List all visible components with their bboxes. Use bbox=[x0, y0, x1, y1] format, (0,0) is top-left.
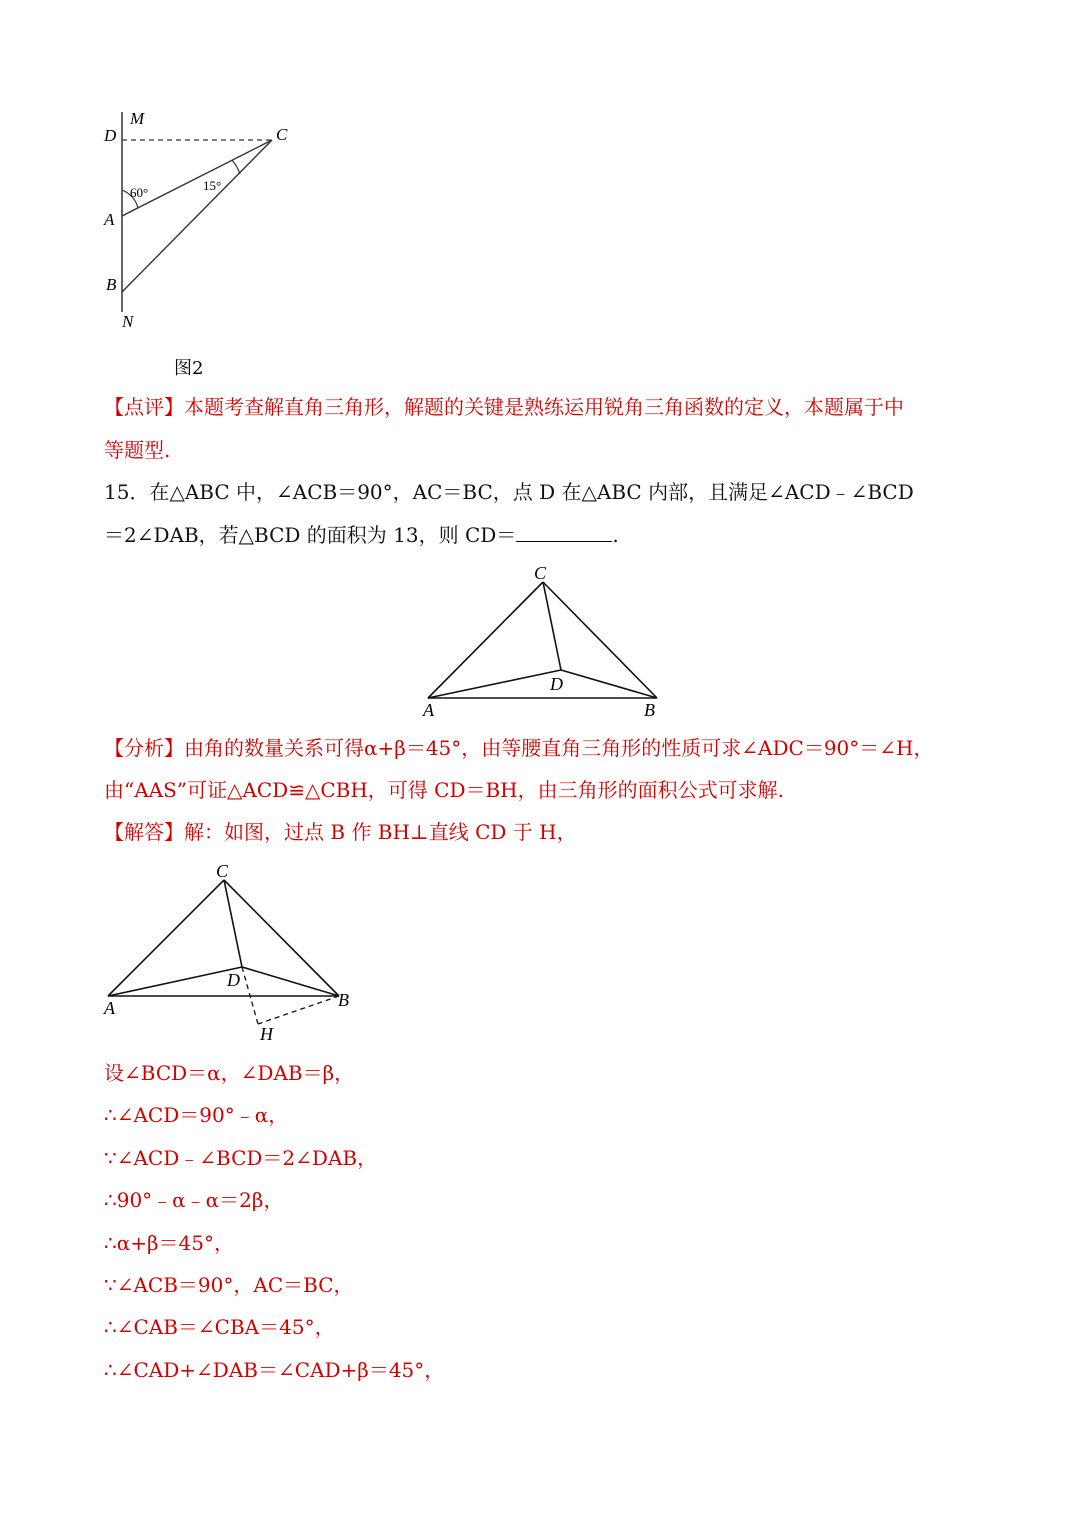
segment-cd bbox=[224, 880, 242, 967]
analysis-line-2: 由“AAS”可证△ACD≌△CBH，可得 CD＝BH，由三角形的面积公式可求解. bbox=[104, 778, 784, 802]
step-line: ∴∠CAD+∠DAB＝∠CAD+β＝45°， bbox=[104, 1358, 445, 1382]
label-h: H bbox=[260, 1024, 273, 1044]
step-line: ∴α+β＝45°， bbox=[104, 1231, 234, 1255]
label-d: D bbox=[227, 970, 240, 990]
step-line: ∵∠ACB＝90°，AC＝BC， bbox=[104, 1273, 354, 1297]
problem-15-period: . bbox=[612, 523, 619, 547]
label-d: D bbox=[550, 674, 563, 694]
label-b: B bbox=[644, 700, 655, 720]
label-m: M bbox=[130, 109, 145, 128]
segment-ad bbox=[108, 967, 242, 996]
step-line: 设∠BCD＝α，∠DAB＝β， bbox=[104, 1061, 355, 1085]
label-b: B bbox=[338, 990, 349, 1010]
step-line: ∴∠CAB＝∠CBA＝45°， bbox=[104, 1315, 335, 1339]
label-n: N bbox=[122, 312, 134, 331]
label-c: C bbox=[216, 861, 229, 881]
step-line: ∴∠ACD＝90°﹣α， bbox=[104, 1103, 289, 1127]
comment-line-1: 【点评】本题考查解直角三角形，解题的关键是熟练运用锐角三角函数的定义，本题属于中 bbox=[104, 395, 904, 419]
step-line: ∵∠ACD﹣∠BCD＝2∠DAB， bbox=[104, 1146, 378, 1170]
analysis-line-1: 【分析】由角的数量关系可得α+β＝45°，由等腰直角三角形的性质可求∠ADC＝90°＝∠H， bbox=[104, 736, 934, 760]
label-c: C bbox=[276, 125, 288, 144]
figure-2-caption: 图2 bbox=[174, 358, 204, 379]
segment-ac bbox=[108, 880, 224, 996]
label-a: A bbox=[423, 700, 434, 720]
label-b: B bbox=[106, 275, 117, 294]
comment-line-2: 等题型. bbox=[104, 438, 171, 462]
solution-intro: 【解答】解：如图，过点 B 作 BH⊥直线 CD 于 H， bbox=[104, 820, 577, 844]
label-a: A bbox=[104, 210, 115, 229]
angle-label-60: 60° bbox=[130, 185, 149, 200]
angle-label-15: 15° bbox=[203, 178, 222, 193]
label-d: D bbox=[104, 126, 117, 145]
step-line: ∴90°﹣α﹣α＝2β， bbox=[104, 1188, 284, 1212]
dashed-segment-bh bbox=[258, 996, 339, 1024]
problem-15-line-1: 15．在△ABC 中，∠ACB＝90°，AC＝BC，点 D 在△ABC 内部，且满足∠ACD﹣∠BCD bbox=[104, 480, 914, 504]
problem-15-line-2-text: ＝2∠DAB，若△BCD 的面积为 13，则 CD＝ bbox=[104, 523, 517, 547]
label-a: A bbox=[104, 998, 115, 1018]
label-c: C bbox=[534, 563, 547, 583]
